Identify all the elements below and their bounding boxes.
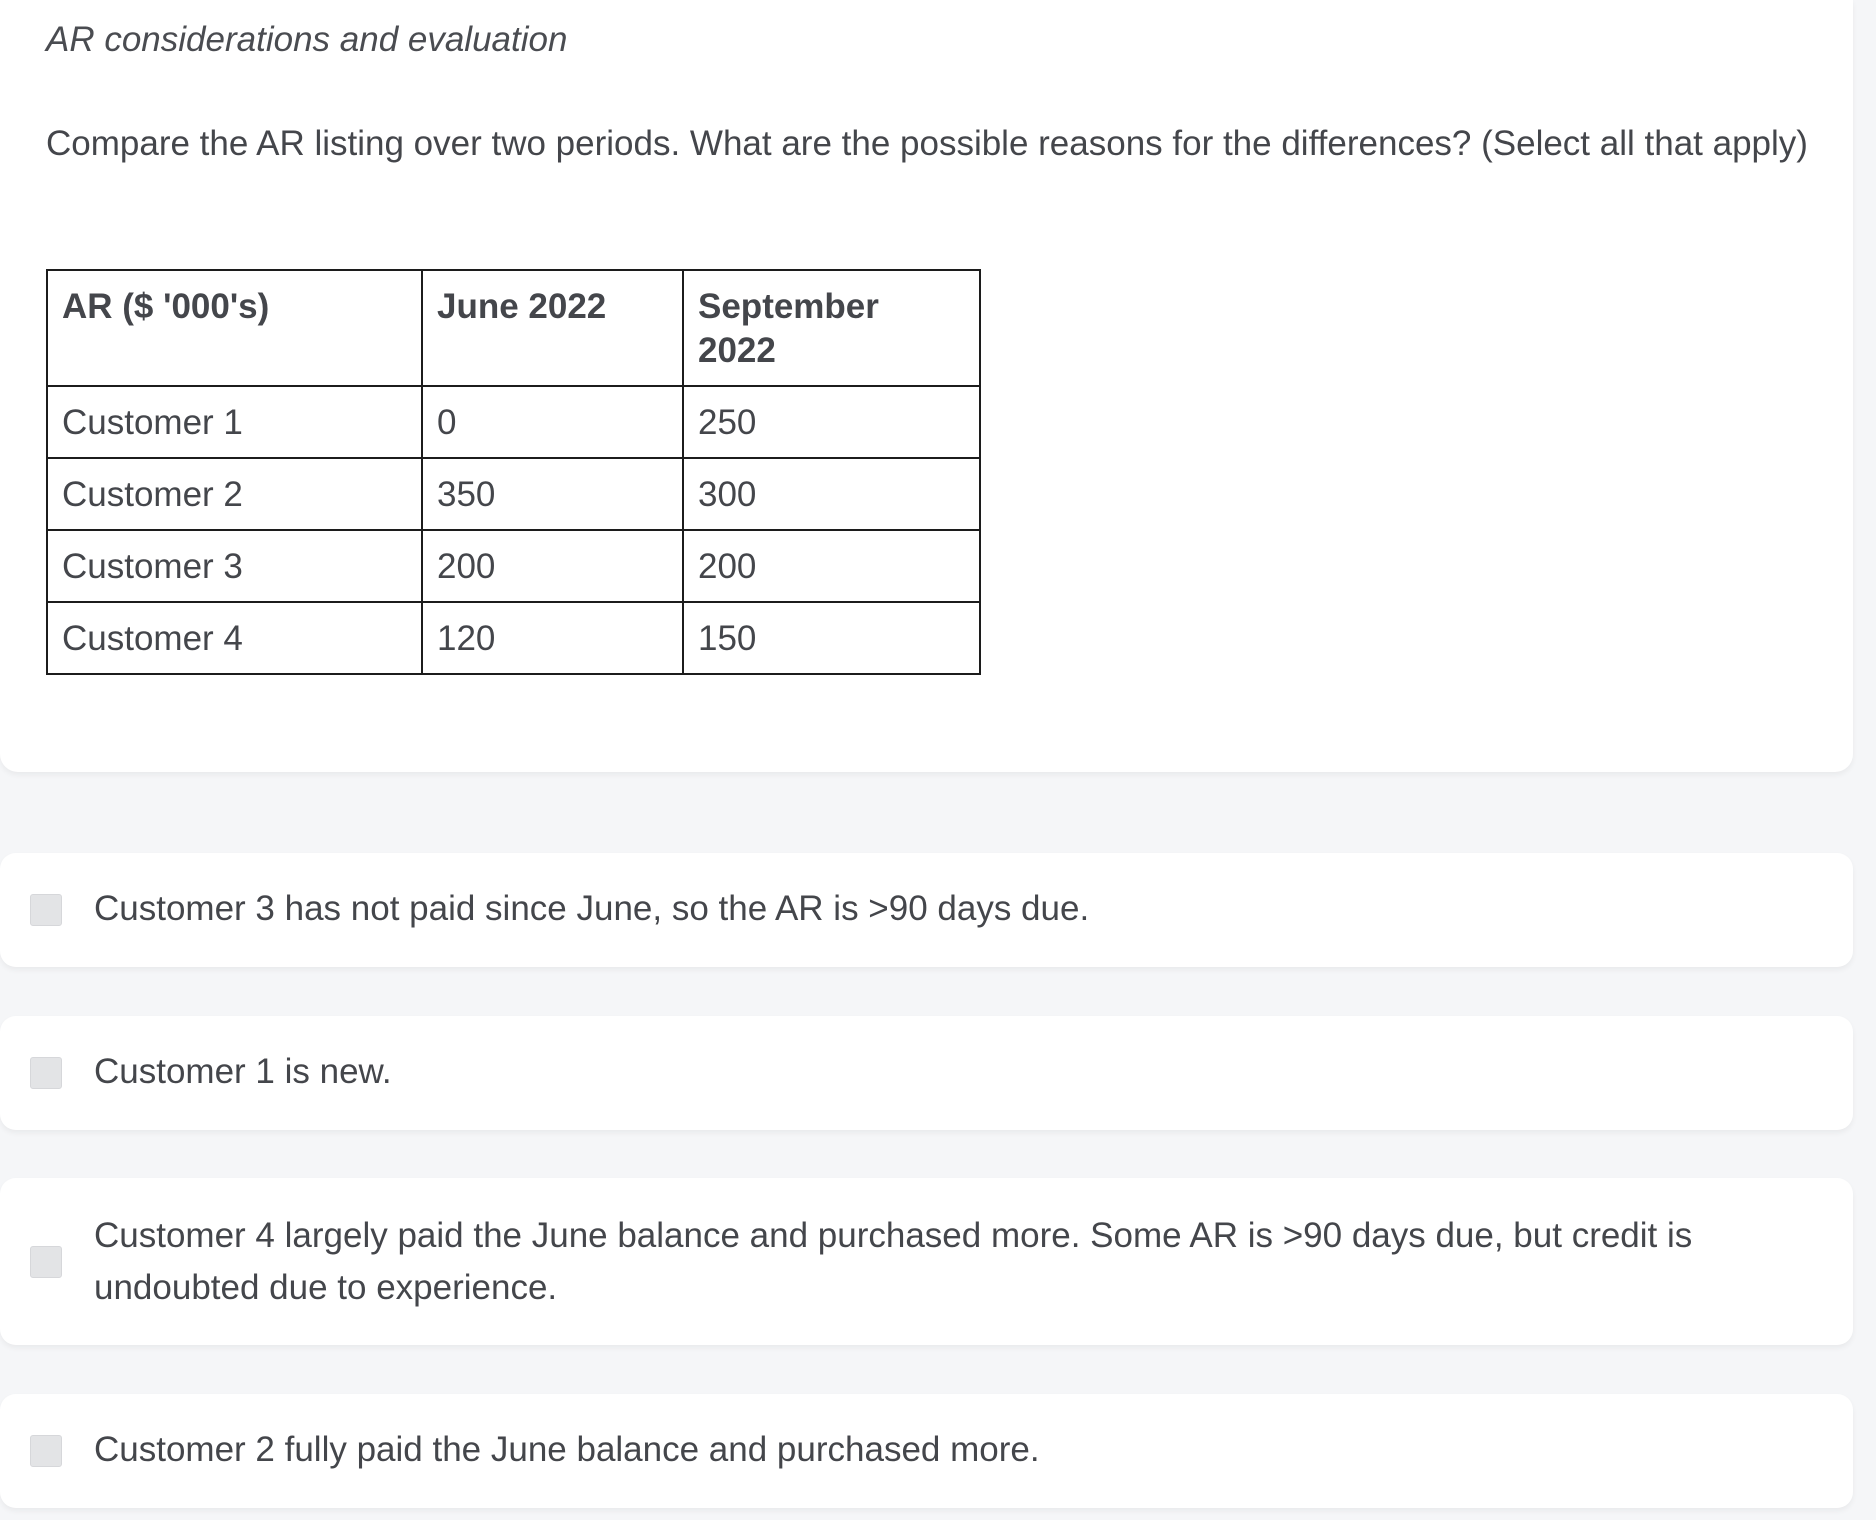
table-cell-june: 0 xyxy=(422,386,683,458)
answer-option-1[interactable] xyxy=(0,853,1853,967)
column-header-ar: AR ($ '000's) xyxy=(47,270,422,386)
table-cell-customer: Customer 2 xyxy=(47,458,422,530)
table-cell-customer: Customer 4 xyxy=(47,602,422,674)
option-label: Customer 3 has not paid since June, so the AR is >90 days due. xyxy=(94,889,1090,928)
ar-listing-table xyxy=(46,269,981,675)
answer-option-3[interactable] xyxy=(0,1178,1853,1345)
table-cell-june: 120 xyxy=(422,602,683,674)
table-cell-june: 350 xyxy=(422,458,683,530)
section-title: AR considerations and evaluation xyxy=(46,20,568,59)
table-header-row xyxy=(47,270,980,386)
table-cell-september: 300 xyxy=(683,458,980,530)
option-checkbox[interactable] xyxy=(30,1246,62,1278)
table-cell-june: 200 xyxy=(422,530,683,602)
option-label: Customer 2 fully paid the June balance and purchased more. xyxy=(94,1430,1040,1469)
question-prompt: Compare the AR listing over two periods. What are the possible reasons for the differences? (Select all that apply) xyxy=(46,124,1808,163)
table-row xyxy=(47,458,980,530)
answer-option-4[interactable] xyxy=(0,1394,1853,1508)
answer-option-2[interactable] xyxy=(0,1016,1853,1130)
table-row xyxy=(47,386,980,458)
option-label: Customer 1 is new. xyxy=(94,1052,392,1091)
option-checkbox[interactable] xyxy=(30,1435,62,1467)
option-checkbox[interactable] xyxy=(30,1057,62,1089)
table-cell-customer: Customer 3 xyxy=(47,530,422,602)
table-cell-september: 200 xyxy=(683,530,980,602)
table-cell-september: 150 xyxy=(683,602,980,674)
option-label: Customer 4 largely paid the June balance and purchased more. Some AR is >90 days due, but credit is undoubted due to experience. xyxy=(94,1216,1693,1307)
table-cell-customer: Customer 1 xyxy=(47,386,422,458)
column-header-september-2022: September 2022 xyxy=(683,270,980,386)
table-row xyxy=(47,602,980,674)
table-cell-september: 250 xyxy=(683,386,980,458)
table-row xyxy=(47,530,980,602)
column-header-june-2022: June 2022 xyxy=(422,270,683,386)
option-checkbox[interactable] xyxy=(30,894,62,926)
